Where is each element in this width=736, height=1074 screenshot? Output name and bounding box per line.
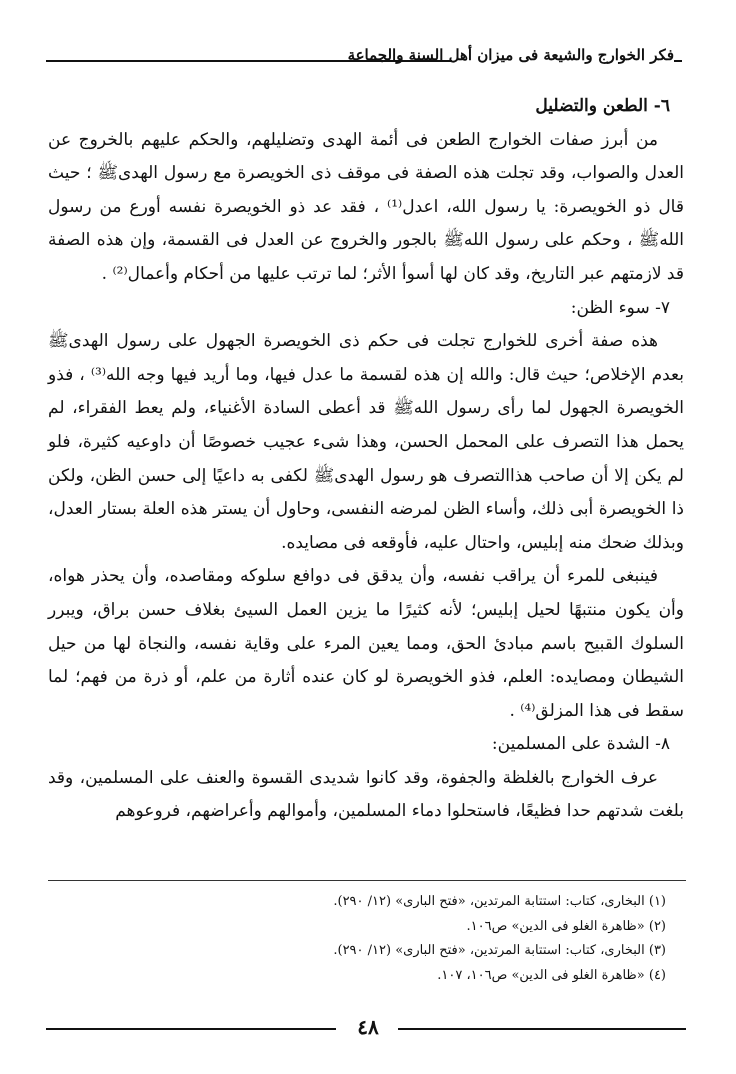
paragraph: من أبرز صفات الخوارج الطعن فى أئمة الهدى وتضليلهم، والحكم عليهم بالخروج عن العدل والصواب، وقد تجلت هذه الصفة فى موقف ذى الخويصرة مع رسول الهدىﷺ ؛ حيث قال ذو الخويصرة: يا رسول الله، اعدل⁽¹⁾ ، فقد عد ذو الخويصرة نفسه أورع من رسول اللهﷺ ، وحكم على رسول اللهﷺ بالجور والخروج عن العدل فى القسمة، وإن هذه الصفة قد لازمتهم عبر التاريخ، وقد كان لها أسوأ الأثر؛ لما ترتب عليها من أحكام وأعمال⁽²⁾ . [48, 129, 684, 284]
page-number: ٤٨ [357, 1015, 379, 1039]
footer-rule-left [46, 1028, 336, 1030]
section-heading: ٧- سوء الظن: [570, 297, 670, 318]
paragraph: فينبغى للمرء أن يراقب نفسه، وأن يدقق فى دوافع سلوكه ومقاصده، وأن يحذر هواه، وأن يكون منتبهًا لحيل إبليس؛ لأنه كثيرًا ما يزين العمل السيئ بغلاف حسن براق، ويبرر السلوك القبيح باسم مبادئ الحق، ومما يعين المرء على وقاية نفسه، والنجاة لها من حيل الشيطان ومصايده: العلم، فذو الخويصرة لو كان عنده أثارة من علم، أو ذرة من فهم؛ لما سقط فى هذا المزلق⁽⁴⁾ . [48, 566, 684, 721]
running-header [46, 44, 682, 68]
section-heading: ٨- الشدة على المسلمين: [491, 734, 670, 755]
footnote-separator [48, 880, 686, 881]
footer-rule-right [398, 1028, 686, 1030]
footnote: (١) البخارى، كتاب: استتابة المرتدين، «فتح البارى» (١٢/ ٢٩٠). [333, 894, 666, 909]
footnote: (٣) البخارى، كتاب: استتابة المرتدين، «فتح البارى» (١٢/ ٢٩٠). [333, 943, 666, 958]
section-heading: ٦- الطعن والتضليل [535, 96, 670, 116]
footnote: (٢) «ظاهرة الغلو فى الدين» ص١٠٦. [466, 918, 666, 934]
paragraph: عرف الخوارج بالغلظة والجفوة، وقد كانوا شديدى القسوة والعنف على المسلمين، وقد بلغت شدتهم حدا فظيعًا، فاستحلوا دماء المسلمين، وأموالهم وأعراضهم، فروعوهم [48, 767, 684, 822]
page-footer [46, 1014, 686, 1040]
footnote: (٤) «ظاهرة الغلو فى الدين» ص١٠٦، ١٠٧. [437, 967, 666, 983]
header-rule-right [674, 60, 682, 62]
header-title: فكر الخوارج والشيعة فى ميزان أهل السنة والجماعة [347, 46, 674, 64]
paragraph: هذه صفة أخرى للخوارج تجلت فى حكم ذى الخويصرة الجهول على رسول الهدىﷺ بعدم الإخلاص؛ حيث قال: والله إن هذه لقسمة ما عدل فيها، وما أريد فيها وجه الله⁽³⁾ ، فذو الخويصرة الجهول لما رأى رسول اللهﷺ قد أعطى السادة الأغنياء، ولم يعط الفقراء، لم يحمل هذا التصرف على المحمل الحسن، وهذا شىء عجيب خصوصًا أن داوعيه كثيرة، فلو لم يكن إلا أن صاحب هذاالتصرف هو رسول الهدىﷺ لكفى به داعيًا إلى حسن الظن، ولكن ذا الخويصرة أبى ذلك، وأساء الظن لمرضه النفسى، وحاول أن يستر هذه العلة بستار العدل، وبذلك ضحك منه إبليس، واحتال عليه، فأوقعه فى مصايده. [48, 331, 684, 553]
main-text [48, 90, 684, 829]
header-rule-left [46, 60, 452, 62]
footnotes [48, 890, 678, 988]
